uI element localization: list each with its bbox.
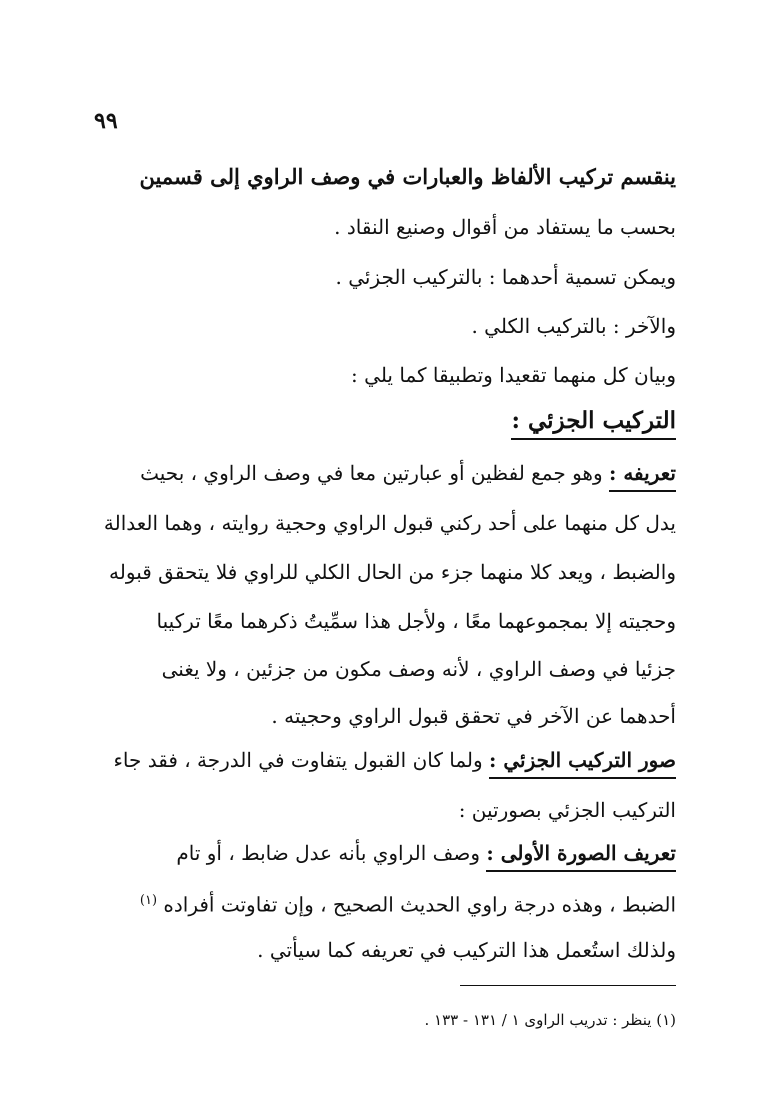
footnote-reference: (١) [139,893,158,908]
first-form-text-1: وصف الراوي بأنه عدل ضابط ، أو تام [176,841,480,865]
first-form-line-2 [140,886,676,920]
first-form-text-2: الضبط ، وهذه درجة راوي الحديث الصحيح ، وإن تفاوتت أفراده [163,892,676,917]
intro-line-4: والآخر : بالتركيب الكلي . [471,314,676,338]
footnote-divider [460,985,676,986]
forms-label: صور التركيب الجزئي : [489,745,676,779]
footnote [425,1008,677,1032]
footnote-text: ينظر : تدريب الراوى ١ / ١٣١ - ١٣٣ . [424,1011,652,1029]
intro-line-2: بحسب ما يستفاد من أقوال وصنيع النقاد . [334,215,676,239]
intro-line-5: وبيان كل منهما تقعيدا وتطبيقا كما يلي : [351,363,676,387]
definition-text-1: وهو جمع لفظين أو عبارتين معا في وصف الراوي ، بحيث [140,461,603,485]
first-form-label: تعريف الصورة الأولى : [486,838,676,872]
page-number: ٩٩ [94,108,118,134]
footnote-marker: (١) [656,1011,676,1029]
definition-line-1 [140,458,676,492]
definition-line-5: جزئيا في وصف الراوي ، لأنه وصف مكون من جزئين ، ولا يغنى [161,657,676,681]
forms-line-2: التركيب الجزئي بصورتين : [458,798,676,822]
first-form-line-3: ولذلك استُعمل هذا التركيب في تعريفه كما سيأتي . [257,938,676,962]
forms-text-1: ولما كان القبول يتفاوت في الدرجة ، فقد جاء [113,748,483,772]
definition-line-2: يدل كل منهما على أحد ركني قبول الراوي وحجية روايته ، وهما العدالة [103,511,676,535]
section-heading-text: التركيب الجزئي : [511,406,676,440]
first-form-line-1 [176,838,676,872]
definition-line-3: والضبط ، ويعد كلا منهما جزء من الحال الكلي للراوي فلا يتحقق قبوله [109,560,676,584]
forms-line-1 [113,745,676,779]
definition-line-4: وحجيته إلا بمجموعهما معًا ، ولأجل هذا سمِّيتُ ذكرهما معًا تركيبا [156,609,676,633]
intro-line-3: ويمكن تسمية أحدهما : بالتركيب الجزئي . [335,265,676,289]
definition-label: تعريفه : [609,458,676,492]
definition-line-6: أحدهما عن الآخر في تحقق قبول الراوي وحجيته . [271,704,676,728]
section-heading [511,406,676,440]
intro-line-1: ينقسم تركيب الألفاظ والعبارات في وصف الراوي إلى قسمين [139,164,676,189]
